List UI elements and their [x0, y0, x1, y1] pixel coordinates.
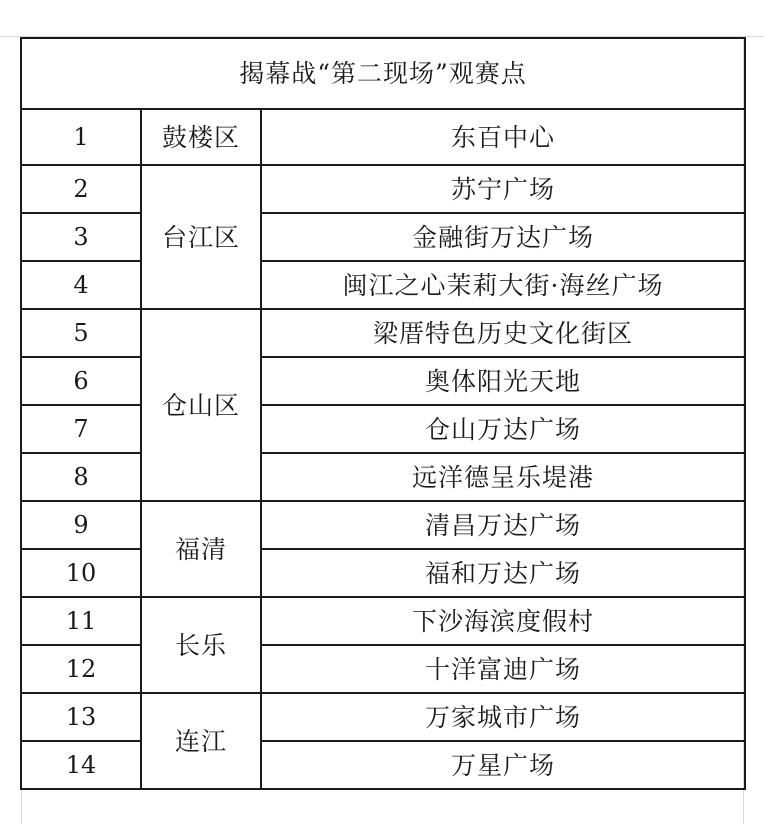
- row-number: 6: [21, 357, 141, 405]
- table-row: [21, 693, 745, 741]
- district-cell: 鼓楼区: [141, 109, 261, 165]
- venue-cell: 万星广场: [261, 741, 745, 789]
- district-cell: 连江: [141, 693, 261, 789]
- row-number: 3: [21, 213, 141, 261]
- district-cell: 仓山区: [141, 309, 261, 501]
- table-row: [21, 453, 745, 501]
- venue-cell: 十洋富迪广场: [261, 645, 745, 693]
- table-row: [21, 597, 745, 645]
- table-row: [21, 741, 745, 789]
- viewing-venues-table: [20, 37, 746, 790]
- district-cell: 台江区: [141, 165, 261, 309]
- table-row: [21, 645, 745, 693]
- venue-cell: 仓山万达广场: [261, 405, 745, 453]
- venue-cell: 苏宁广场: [261, 165, 745, 213]
- row-number: 13: [21, 693, 141, 741]
- table-row: [21, 549, 745, 597]
- district-cell: 长乐: [141, 597, 261, 693]
- venue-cell: 东百中心: [261, 109, 745, 165]
- table-title: 揭幕战“第二现场”观赛点: [21, 38, 745, 109]
- venue-cell: 远洋德呈乐堤港: [261, 453, 745, 501]
- row-number: 11: [21, 597, 141, 645]
- row-number: 1: [21, 109, 141, 165]
- table-row: [21, 213, 745, 261]
- venue-cell: 下沙海滨度假村: [261, 597, 745, 645]
- venue-cell: 奥体阳光天地: [261, 357, 745, 405]
- venue-cell: 金融街万达广场: [261, 213, 745, 261]
- venue-cell: 梁厝特色历史文化街区: [261, 309, 745, 357]
- row-number: 5: [21, 309, 141, 357]
- table-row: [21, 165, 745, 213]
- district-cell: 福清: [141, 501, 261, 597]
- table-row: [21, 261, 745, 309]
- row-number: 12: [21, 645, 141, 693]
- venue-cell: 万家城市广场: [261, 693, 745, 741]
- table-row: [21, 109, 745, 165]
- row-number: 8: [21, 453, 141, 501]
- venue-cell: 清昌万达广场: [261, 501, 745, 549]
- row-number: 10: [21, 549, 141, 597]
- table-row: [21, 309, 745, 357]
- row-number: 14: [21, 741, 141, 789]
- row-number: 7: [21, 405, 141, 453]
- venue-cell: 闽江之心茉莉大街·海丝广场: [261, 261, 745, 309]
- table-row: [21, 357, 745, 405]
- table-row: [21, 405, 745, 453]
- row-number: 2: [21, 165, 141, 213]
- row-number: 4: [21, 261, 141, 309]
- row-number: 9: [21, 501, 141, 549]
- venue-cell: 福和万达广场: [261, 549, 745, 597]
- table-title-row: [21, 38, 745, 109]
- table-row: [21, 501, 745, 549]
